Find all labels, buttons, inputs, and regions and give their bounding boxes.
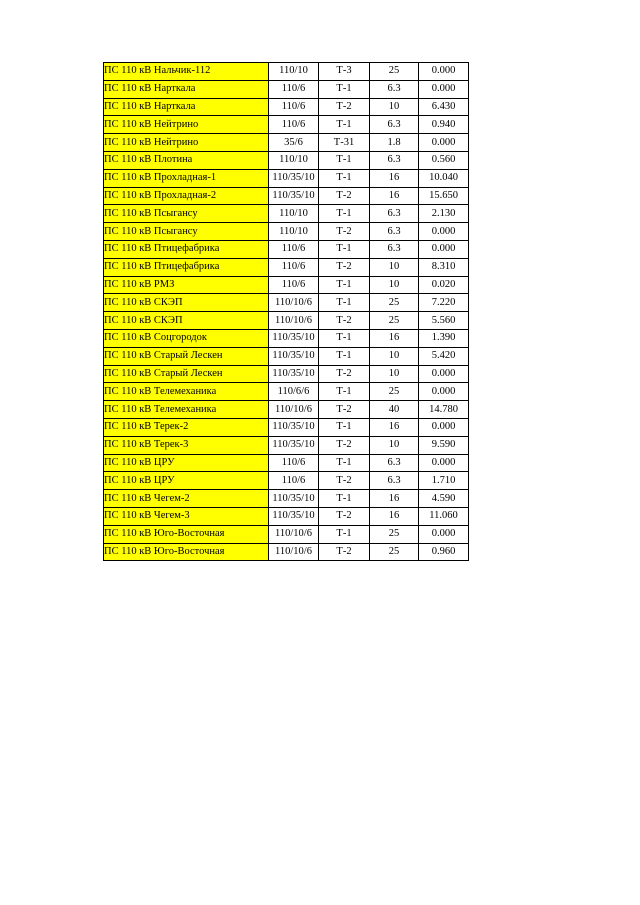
table-row bbox=[104, 401, 469, 419]
voltage-cell: 110/35/10 bbox=[269, 507, 319, 525]
power-cell: 10 bbox=[370, 365, 419, 383]
load-cell: 0.000 bbox=[419, 383, 469, 401]
load-cell: 11.060 bbox=[419, 507, 469, 525]
transformer-cell: Т-1 bbox=[319, 383, 370, 401]
power-cell: 16 bbox=[370, 169, 419, 187]
load-cell: 2.130 bbox=[419, 205, 469, 223]
power-cell: 25 bbox=[370, 63, 419, 81]
voltage-cell: 110/10 bbox=[269, 151, 319, 169]
voltage-cell: 110/10 bbox=[269, 223, 319, 241]
substation-name-cell: ПС 110 кВ Псыгансу bbox=[104, 223, 269, 241]
power-cell: 6.3 bbox=[370, 151, 419, 169]
transformer-cell: Т-1 bbox=[319, 490, 370, 508]
transformer-cell: Т-1 bbox=[319, 294, 370, 312]
power-cell: 16 bbox=[370, 490, 419, 508]
power-cell: 25 bbox=[370, 294, 419, 312]
substation-name-cell: ПС 110 кВ СКЭП bbox=[104, 294, 269, 312]
substation-name-cell: ПС 110 кВ Телемеханика bbox=[104, 401, 269, 419]
table-row bbox=[104, 490, 469, 508]
transformer-cell: Т-2 bbox=[319, 543, 370, 561]
voltage-cell: 110/35/10 bbox=[269, 490, 319, 508]
substation-table-body bbox=[104, 63, 469, 561]
substation-name-cell: ПС 110 кВ Псыгансу bbox=[104, 205, 269, 223]
table-row bbox=[104, 63, 469, 81]
load-cell: 0.000 bbox=[419, 365, 469, 383]
substation-name-cell: ПС 110 кВ Нейтрино bbox=[104, 134, 269, 152]
table-row bbox=[104, 383, 469, 401]
substation-name-cell: ПС 110 кВ Старый Лескен bbox=[104, 365, 269, 383]
substation-name-cell: ПС 110 кВ Птицефабрика bbox=[104, 240, 269, 258]
load-cell: 10.040 bbox=[419, 169, 469, 187]
power-cell: 25 bbox=[370, 543, 419, 561]
table-row bbox=[104, 80, 469, 98]
transformer-cell: Т-1 bbox=[319, 169, 370, 187]
substation-name-cell: ПС 110 кВ Нарткала bbox=[104, 98, 269, 116]
table-row bbox=[104, 258, 469, 276]
table-row bbox=[104, 187, 469, 205]
load-cell: 5.420 bbox=[419, 347, 469, 365]
voltage-cell: 110/10/6 bbox=[269, 312, 319, 330]
transformer-cell: Т-3 bbox=[319, 63, 370, 81]
voltage-cell: 110/10/6 bbox=[269, 294, 319, 312]
power-cell: 6.3 bbox=[370, 454, 419, 472]
power-cell: 6.3 bbox=[370, 223, 419, 241]
voltage-cell: 110/6 bbox=[269, 472, 319, 490]
table-row bbox=[104, 507, 469, 525]
table-row bbox=[104, 294, 469, 312]
table-row bbox=[104, 543, 469, 561]
substation-name-cell: ПС 110 кВ Юго-Восточная bbox=[104, 543, 269, 561]
substation-name-cell: ПС 110 кВ Старый Лескен bbox=[104, 347, 269, 365]
load-cell: 0.000 bbox=[419, 525, 469, 543]
load-cell: 0.960 bbox=[419, 543, 469, 561]
table-row bbox=[104, 329, 469, 347]
power-cell: 6.3 bbox=[370, 472, 419, 490]
voltage-cell: 110/35/10 bbox=[269, 187, 319, 205]
power-cell: 6.3 bbox=[370, 240, 419, 258]
substation-name-cell: ПС 110 кВ Птицефабрика bbox=[104, 258, 269, 276]
voltage-cell: 110/35/10 bbox=[269, 347, 319, 365]
power-cell: 16 bbox=[370, 507, 419, 525]
voltage-cell: 110/6/6 bbox=[269, 383, 319, 401]
table-row bbox=[104, 223, 469, 241]
load-cell: 8.310 bbox=[419, 258, 469, 276]
power-cell: 10 bbox=[370, 436, 419, 454]
load-cell: 15.650 bbox=[419, 187, 469, 205]
load-cell: 6.430 bbox=[419, 98, 469, 116]
power-cell: 10 bbox=[370, 347, 419, 365]
load-cell: 0.000 bbox=[419, 63, 469, 81]
transformer-cell: Т-31 bbox=[319, 134, 370, 152]
voltage-cell: 110/6 bbox=[269, 258, 319, 276]
voltage-cell: 110/10 bbox=[269, 63, 319, 81]
load-cell: 1.390 bbox=[419, 329, 469, 347]
table-row bbox=[104, 98, 469, 116]
load-cell: 4.590 bbox=[419, 490, 469, 508]
transformer-cell: Т-1 bbox=[319, 525, 370, 543]
transformer-cell: Т-2 bbox=[319, 312, 370, 330]
load-cell: 5.560 bbox=[419, 312, 469, 330]
table-row bbox=[104, 436, 469, 454]
substation-name-cell: ПС 110 кВ Нейтрино bbox=[104, 116, 269, 134]
voltage-cell: 110/6 bbox=[269, 240, 319, 258]
load-cell: 0.000 bbox=[419, 134, 469, 152]
voltage-cell: 110/35/10 bbox=[269, 169, 319, 187]
table-row bbox=[104, 525, 469, 543]
substation-name-cell: ПС 110 кВ Телемеханика bbox=[104, 383, 269, 401]
load-cell: 1.710 bbox=[419, 472, 469, 490]
substation-name-cell: ПС 110 кВ РМЗ bbox=[104, 276, 269, 294]
power-cell: 25 bbox=[370, 525, 419, 543]
substation-name-cell: ПС 110 кВ Нальчик-112 bbox=[104, 63, 269, 81]
table-row bbox=[104, 169, 469, 187]
transformer-cell: Т-2 bbox=[319, 223, 370, 241]
voltage-cell: 110/35/10 bbox=[269, 436, 319, 454]
load-cell: 0.000 bbox=[419, 454, 469, 472]
power-cell: 40 bbox=[370, 401, 419, 419]
voltage-cell: 110/6 bbox=[269, 98, 319, 116]
power-cell: 25 bbox=[370, 383, 419, 401]
power-cell: 1.8 bbox=[370, 134, 419, 152]
table-row bbox=[104, 472, 469, 490]
transformer-cell: Т-1 bbox=[319, 347, 370, 365]
load-cell: 14.780 bbox=[419, 401, 469, 419]
table-row bbox=[104, 151, 469, 169]
substation-name-cell: ПС 110 кВ Соцгородок bbox=[104, 329, 269, 347]
load-cell: 9.590 bbox=[419, 436, 469, 454]
substation-table bbox=[103, 62, 469, 561]
power-cell: 10 bbox=[370, 258, 419, 276]
voltage-cell: 110/10/6 bbox=[269, 525, 319, 543]
voltage-cell: 110/35/10 bbox=[269, 365, 319, 383]
power-cell: 6.3 bbox=[370, 80, 419, 98]
transformer-cell: Т-2 bbox=[319, 365, 370, 383]
voltage-cell: 110/10 bbox=[269, 205, 319, 223]
substation-name-cell: ПС 110 кВ ЦРУ bbox=[104, 472, 269, 490]
voltage-cell: 110/6 bbox=[269, 276, 319, 294]
load-cell: 7.220 bbox=[419, 294, 469, 312]
transformer-cell: Т-2 bbox=[319, 258, 370, 276]
load-cell: 0.020 bbox=[419, 276, 469, 294]
load-cell: 0.000 bbox=[419, 240, 469, 258]
load-cell: 0.000 bbox=[419, 80, 469, 98]
power-cell: 10 bbox=[370, 98, 419, 116]
voltage-cell: 110/10/6 bbox=[269, 401, 319, 419]
table-row bbox=[104, 418, 469, 436]
substation-name-cell: ПС 110 кВ Чегем-2 bbox=[104, 490, 269, 508]
table-row bbox=[104, 347, 469, 365]
voltage-cell: 110/6 bbox=[269, 116, 319, 134]
voltage-cell: 110/35/10 bbox=[269, 418, 319, 436]
power-cell: 16 bbox=[370, 418, 419, 436]
load-cell: 0.560 bbox=[419, 151, 469, 169]
substation-name-cell: ПС 110 кВ Терек-2 bbox=[104, 418, 269, 436]
table-row bbox=[104, 312, 469, 330]
substation-name-cell: ПС 110 кВ ЦРУ bbox=[104, 454, 269, 472]
transformer-cell: Т-2 bbox=[319, 507, 370, 525]
table-row bbox=[104, 205, 469, 223]
table-row bbox=[104, 116, 469, 134]
substation-table-container bbox=[103, 62, 469, 561]
transformer-cell: Т-2 bbox=[319, 472, 370, 490]
voltage-cell: 110/6 bbox=[269, 80, 319, 98]
substation-name-cell: ПС 110 кВ Прохладная-2 bbox=[104, 187, 269, 205]
substation-name-cell: ПС 110 кВ Юго-Восточная bbox=[104, 525, 269, 543]
power-cell: 16 bbox=[370, 187, 419, 205]
transformer-cell: Т-1 bbox=[319, 329, 370, 347]
transformer-cell: Т-2 bbox=[319, 436, 370, 454]
table-row bbox=[104, 134, 469, 152]
table-row bbox=[104, 240, 469, 258]
transformer-cell: Т-2 bbox=[319, 98, 370, 116]
power-cell: 6.3 bbox=[370, 116, 419, 134]
transformer-cell: Т-1 bbox=[319, 240, 370, 258]
table-row bbox=[104, 276, 469, 294]
transformer-cell: Т-1 bbox=[319, 276, 370, 294]
table-row bbox=[104, 365, 469, 383]
transformer-cell: Т-1 bbox=[319, 454, 370, 472]
power-cell: 10 bbox=[370, 276, 419, 294]
substation-name-cell: ПС 110 кВ Чегем-3 bbox=[104, 507, 269, 525]
power-cell: 6.3 bbox=[370, 205, 419, 223]
transformer-cell: Т-1 bbox=[319, 151, 370, 169]
voltage-cell: 110/6 bbox=[269, 454, 319, 472]
substation-name-cell: ПС 110 кВ Нарткала bbox=[104, 80, 269, 98]
substation-name-cell: ПС 110 кВ Терек-3 bbox=[104, 436, 269, 454]
transformer-cell: Т-1 bbox=[319, 116, 370, 134]
power-cell: 16 bbox=[370, 329, 419, 347]
transformer-cell: Т-1 bbox=[319, 80, 370, 98]
voltage-cell: 110/10/6 bbox=[269, 543, 319, 561]
transformer-cell: Т-1 bbox=[319, 418, 370, 436]
transformer-cell: Т-2 bbox=[319, 187, 370, 205]
transformer-cell: Т-2 bbox=[319, 401, 370, 419]
load-cell: 0.940 bbox=[419, 116, 469, 134]
transformer-cell: Т-1 bbox=[319, 205, 370, 223]
substation-name-cell: ПС 110 кВ СКЭП bbox=[104, 312, 269, 330]
table-row bbox=[104, 454, 469, 472]
substation-name-cell: ПС 110 кВ Плотина bbox=[104, 151, 269, 169]
power-cell: 25 bbox=[370, 312, 419, 330]
voltage-cell: 110/35/10 bbox=[269, 329, 319, 347]
substation-name-cell: ПС 110 кВ Прохладная-1 bbox=[104, 169, 269, 187]
load-cell: 0.000 bbox=[419, 223, 469, 241]
voltage-cell: 35/6 bbox=[269, 134, 319, 152]
load-cell: 0.000 bbox=[419, 418, 469, 436]
